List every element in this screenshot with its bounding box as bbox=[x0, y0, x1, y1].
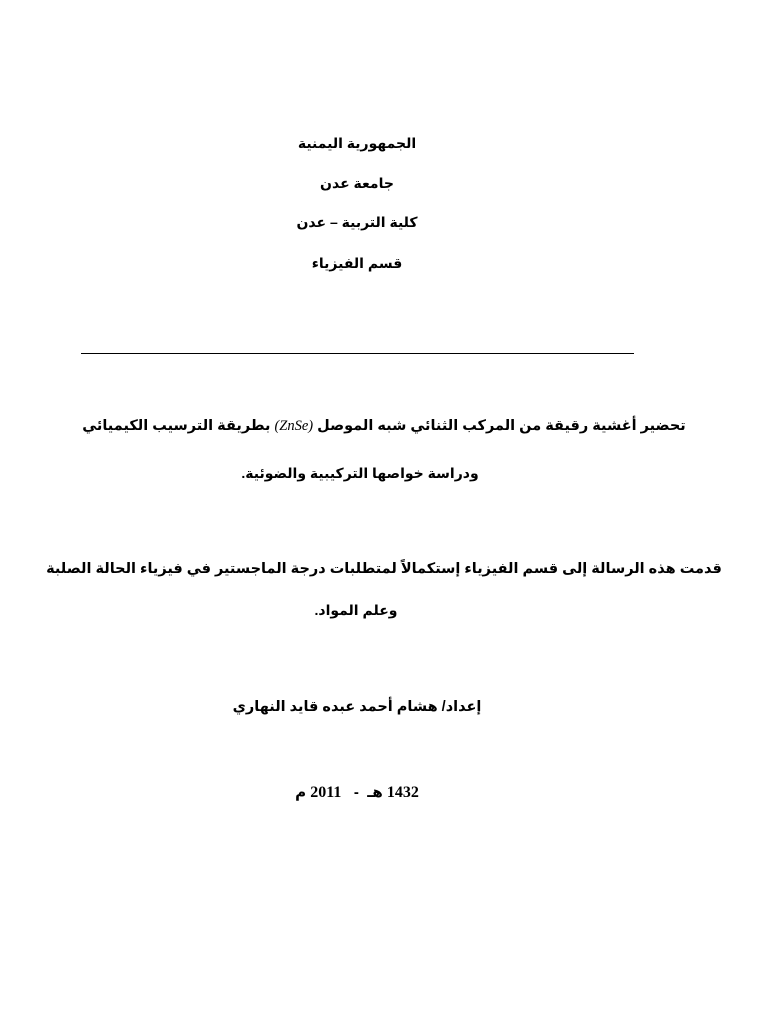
horizontal-divider bbox=[81, 353, 634, 354]
country-name: الجمهورية اليمنية bbox=[297, 135, 417, 151]
thesis-title-before: تحضير أغشية رقيقة من المركب الثنائي شبه الموصل bbox=[313, 418, 686, 434]
compound-formula: (ZnSe) bbox=[274, 418, 314, 434]
submission-statement-line-1: قدمت هذه الرسالة إلى قسم الفيزياء إستكمالاً لمتطلبات درجة الماجستير في فيزياء الحالة الصلبة bbox=[46, 561, 722, 577]
hijri-year: 1432 bbox=[386, 784, 419, 801]
thesis-title-line-2: ودراسة خواصها التركيبية والضوئية. bbox=[241, 465, 479, 481]
university-name: جامعة عدن bbox=[320, 175, 394, 191]
department-name: قسم الفيزياء bbox=[311, 255, 403, 271]
thesis-title-after: بطريقة الترسيب الكيميائي bbox=[82, 418, 275, 434]
college-name: كلية التربية – عدن bbox=[296, 214, 418, 230]
date-separator: - bbox=[353, 784, 359, 801]
date-line bbox=[0, 783, 741, 803]
thesis-title-line-1 bbox=[0, 416, 768, 436]
hijri-suffix: هـ bbox=[367, 784, 383, 801]
submission-statement-line-2: وعلم المواد. bbox=[314, 602, 398, 618]
gregorian-year: 2011 bbox=[310, 784, 342, 801]
gregorian-suffix: م bbox=[295, 784, 307, 801]
author-line: إعداد/ هشام أحمد عبده قايد النهاري bbox=[232, 699, 482, 715]
